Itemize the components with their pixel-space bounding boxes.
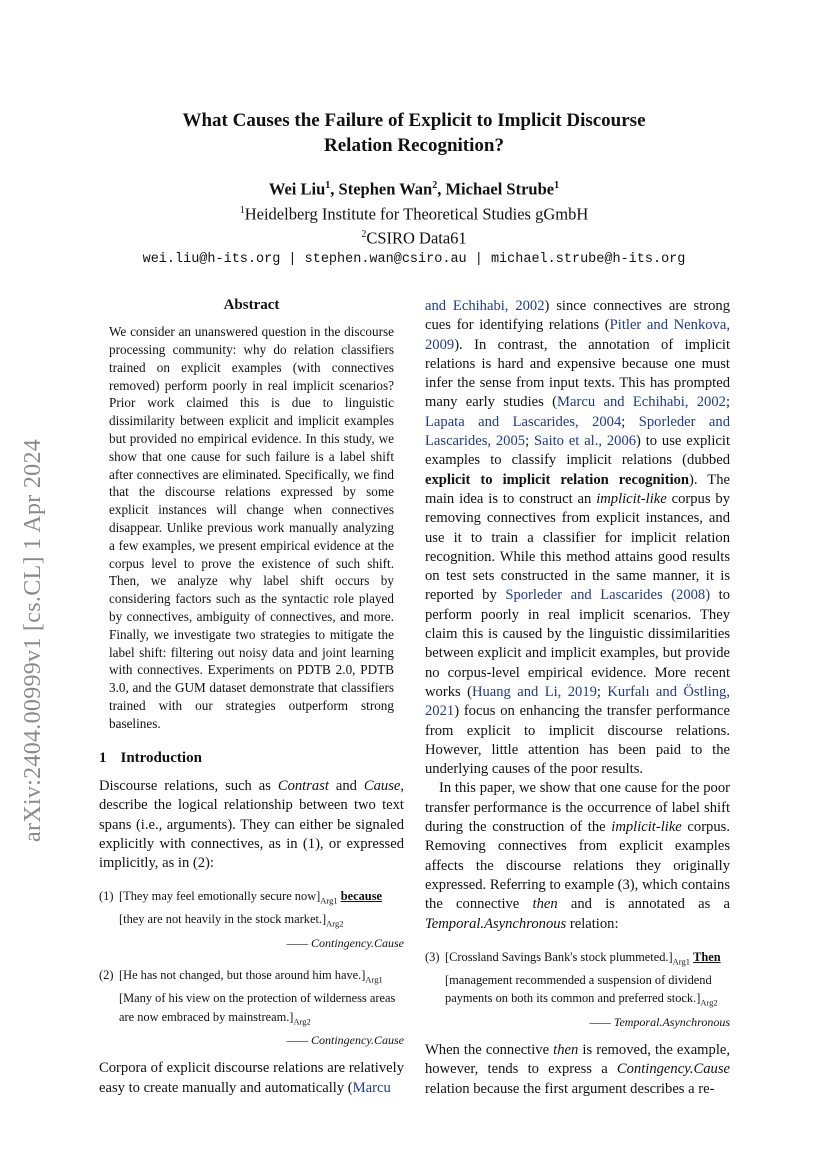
relation-label: —— Temporal.Asynchronous xyxy=(589,1014,730,1029)
section-title: Introduction xyxy=(120,749,202,766)
arxiv-sidebar xyxy=(20,372,60,842)
citation-link[interactable]: Huang and Li, 2019 xyxy=(471,683,597,700)
abstract-text: We consider an unanswered question in the discourse processing community: why do relation classifiers trained on explicit examples (with connectives removed) perform poorly in real implicit scenarios? Prior work claimed this is due to linguistic dissimilarity between explicit and implicit examples but provided no empirical evidence. In this study, we show that one cause for such failure is a label shift after connectives are eliminated. Specifically, we find that the discourse relations expressed by some explicit instances will change when connectives disappear. Unlike previous work manually analyzing a few examples, we present empirical evidence at the corpus level to prove the existence of such shift. Then, we analyze why label shift occurs by considering factors such as the syntactic role played by connectives, ambiguity of connectives, and more. Finally, we investigate two strategies to mitigate the label shift: filtering out noisy data and joint learning with connectives. Experiments on PDTB 2.0, PDTB 3.0, and the GUM dataset demonstrate that classifiers trained with our strategies outperform strong baselines. xyxy=(109,324,394,731)
author-block xyxy=(100,175,728,270)
intro-paragraph-2: Corpora of explicit discourse relations are relatively easy to create manually and automatically (Marcu xyxy=(99,1060,404,1096)
author-emails: wei.liu@h-its.org | stephen.wan@csiro.au | michael.strube@h-its.org xyxy=(142,251,686,267)
intro-paragraph-2-cont: and Echihabi, 2002) since connectives are strong cues for identifying relations (Pitler and Nenkova, 2009). In contrast, the annotation of implicit relations is hard and expensive because one must infer the sense from input texts. This has prompted many early studies (Marcu and Echihabi, 2002; Lapata and Lascarides, 2004; Sporleder and Lascarides, 2005; Saito et al., 2006) to use explicit examples to classify implicit relations (dubbed explicit to implicit relation recognition). The main idea is to construct an implicit-like corpus by removing connectives from explicit instances, and use it to train a classifier for implicit relation recognition. While this method attains good results on test sets constructed in the same manner, it is reported by Sporleder and Lascarides (2008) to perform poorly in real implicit scenarios. They claim this is caused by the linguistic dissimilarities between explicit and implicit examples, but provide no corpus-level empirical evidence. More recent works (Huang and Li, 2019; Kurfalı and Östling, 2021) focus on enhancing the transfer performance from explicit to implicit discourse relations. However, little attention has been paid to the underlying causes of the poor results. xyxy=(425,298,731,778)
citation-link[interactable]: and Echihabi, 2002 xyxy=(425,298,545,314)
relation-label: —— Contingency.Cause xyxy=(286,935,404,950)
citation-link[interactable]: Pitler and Nenkova, 2009 xyxy=(425,317,730,353)
section-heading-introduction xyxy=(99,749,404,768)
affiliation-2: $^2$CSIRO Data61 xyxy=(361,228,467,248)
author-names: Wei Liu$^1$, Stephen Wan$^2$, Michael Strube$^1$ xyxy=(268,179,560,199)
right-column xyxy=(425,297,730,1099)
example-number: (2) xyxy=(99,968,114,983)
citation-link[interactable]: Sporleder and Lascarides (2008) xyxy=(505,587,711,604)
abstract-heading: Abstract xyxy=(223,297,280,313)
title-line-2: Relation Recognition? xyxy=(324,135,504,156)
citation-link[interactable]: Saito et al., 2006 xyxy=(533,433,637,450)
citation-link[interactable]: Kurfalı and Östling, 2021 xyxy=(425,683,731,720)
intro-paragraph-3: In this paper, we show that one cause for the poor transfer performance is the occurrence of label shift during the construction of the implicit-like corpus. Removing connectives from explicit examples affects the discourse relations they originally expressed. Referring to example (3), which contains the connective then and is annotated as a Temporal.Asynchronous relation: xyxy=(425,780,730,932)
paper-title xyxy=(100,108,728,158)
section-number: 1 xyxy=(99,749,107,766)
author-3: Michael Strube xyxy=(445,179,555,199)
affiliation-1: $^1$Heidelberg Institute for Theoretical Studies gGmbH xyxy=(239,204,589,223)
intro-paragraph-4: When the connective then is removed, the example, however, tends to express a Contingency.Cause relation because the first argument describes a re- xyxy=(425,1042,730,1097)
connective-because: because xyxy=(340,889,383,904)
title-line-1: What Causes the Failure of Explicit to Implicit Discourse xyxy=(182,110,646,131)
citation-link[interactable]: Lapata and Lascarides, 2004 xyxy=(425,413,622,430)
relation-label: —— Contingency.Cause xyxy=(286,1032,404,1047)
example-1: (1) [They may feel emotionally secure $now]_{Arg1}$ because [they are not heavily in the stock $market.]_{Arg2}$ —— Contingency.Cause xyxy=(99,887,404,952)
author-2: Stephen Wan xyxy=(338,179,433,199)
example-3: (3) [Crossland Savings Bank's stock $plummeted.]_{Arg1}$ Then [management recommended a suspension of dividend payments on both its common and preferred $stock.]_{Arg2}$ —— Temporal.Asynchronous xyxy=(425,948,730,1031)
connective-then: Then xyxy=(693,949,721,964)
citation-link[interactable]: Marcu xyxy=(352,1079,391,1096)
citation-link[interactable]: Sporleder and Lascarides, 2005 xyxy=(425,413,730,450)
arxiv-identifier: arXiv:2404.00999v1 [cs.CL] 1 Apr 2024 xyxy=(20,438,46,842)
author-1: Wei Liu xyxy=(268,179,326,199)
left-column xyxy=(99,296,404,1098)
citation-link[interactable]: Marcu and Echihabi, 2002 xyxy=(557,394,726,411)
intro-paragraph-1: Discourse relations, such as Contrast and Cause, describe the logical relationship between two text spans (i.e., arguments). They can either be signaled explicitly with connectives, as in (1), or expressed implicitly, as in (2): xyxy=(99,777,405,872)
example-number: (3) xyxy=(425,949,440,964)
example-2: (2) [He has not changed, but those around him $have.]_{Arg1}$ [Many of his view on the protection of wilderness areas are now embraced by $mainstream.]_{Arg2}$ —— Contingency.Cause xyxy=(99,966,404,1049)
example-number: (1) xyxy=(99,889,114,904)
